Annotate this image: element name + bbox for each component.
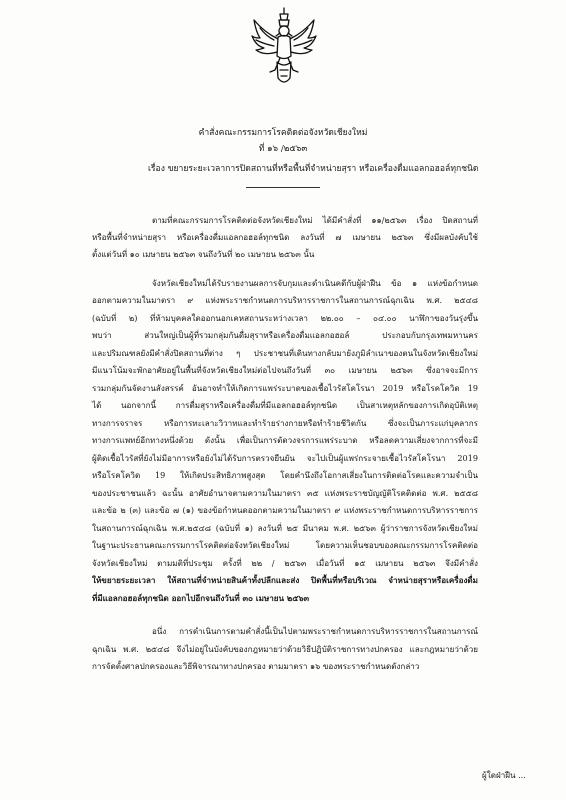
paragraph2-line: ผู้ติดเชื้อไวรัสที่ยังไม่มีอาการหรือยังไม่ได้รับการตรวจยืนยัน จะไปเป็นผู้แพร่กระจายเชื้อไวรัสโคโรนา 2019 [92, 453, 478, 463]
paragraph2-line-bold: ให้ขยายระยะเวลา ให้สถานที่จำหน่ายสินค้าทั้งปลีกและส่ง ปิดพื้นที่หรือบริเวณ จำหน่ายสุราหรือเครื่องดื่ม [92, 575, 478, 585]
paragraph3-line: อนึ่ง การดำเนินการตามคำสั่งนี้เป็นไปตามพระราชกำหนดการบริหารราชการในสถานการณ์ [152, 626, 478, 636]
paragraph3-line: การจัดตั้งศาลปกครองและวิธีพิจารณาทางปกครอง ตามมาตรา ๑๖ ของพระราชกำหนดดังกล่าว [92, 661, 420, 671]
paragraph2-line: และข้อ ๒ (๓) และข้อ ๗ (๑) ของข้อกำหนดออกตามความในมาตรา ๙ แห่งพระราชกำหนดการบริหารราชการ [92, 505, 478, 515]
paragraph1-line: ตั้งแต่วันที่ ๑๐ เมษายน ๒๕๖๓ จนถึงวันที่ ๒๐ เมษายน ๒๕๖๓ นั้น [92, 249, 315, 259]
paragraph2-line: ได้ นอกจากนี้ การดื่มสุราหรือเครื่องดื่มที่มีแอลกอฮอล์ทุกชนิด เป็นสาเหตุหลักของการเกิดอุบัติเหตุ [92, 400, 478, 410]
paragraph2-line: ในสถานการณ์ฉุกเฉิน พ.ศ.๒๕๔๘ (ฉบับที่ ๑) ลงวันที่ ๒๕ มีนาคม พ.ศ. ๒๕๖๓ ผู้ว่าราชการจังหวัดเชียงใหม่ [92, 523, 478, 533]
paragraph2-line: ของประชาชนแล้ว ฉะนั้น อาศัยอำนาจตามความในมาตรา ๓๕ แห่งพระราชบัญญัติโรคติดต่อ พ.ศ. ๒๕๕๘ [92, 488, 478, 498]
order-subject: เรื่อง ขยายระยะเวลาการปิดสถานที่หรือพื้นที่จำหน่ายสุรา หรือเครื่องดื่มแอลกอฮอล์ทุกชนิด [148, 164, 479, 174]
paragraph2-line: (ฉบับที่ ๒) ที่ห้ามบุคคลใดออกนอกเคหสถานระหว่างเวลา ๒๒.๐๐ – ๐๔.๐๐ นาฬิกาของวันรุ่งขึ้น [92, 313, 478, 323]
paragraph2-line: ในฐานะประธานคณะกรรมการโรคติดต่อจังหวัดเชียงใหม่ โดยความเห็นชอบของคณะกรรมการโรคติดต่อ [92, 540, 478, 550]
paragraph2-line: หรือโรคโควิด 19 ให้เกิดประสิทธิภาพสูงสุด โดยคำนึงถึงโอกาสเสี่ยงในการติดต่อโรคและความจำเป็น [92, 470, 478, 480]
garuda-emblem-icon [250, 6, 318, 88]
paragraph2-line: ทางการแพทย์อีกทางหนึ่งด้วย ดังนั้น เพื่อเป็นการตัดวงจรการแพร่ระบาด หรือลดความเสี่ยงจากการที่จะมี [92, 435, 478, 445]
paragraph2-line: มีแนวโน้มจะพักอาศัยอยู่ในพื้นที่จังหวัดเชียงใหม่ต่อไปจนถึงวันที่ ๓๐ เมษายน ๒๕๖๓ ซึ่งอาจจะมีการ [92, 365, 478, 375]
paragraph3-line: ฉุกเฉิน พ.ศ. ๒๕๔๘ จึงไม่อยู่ในบังคับของกฎหมายว่าด้วยวิธีปฏิบัติราชการทางปกครอง และกฎหมายว่าด้วย [92, 644, 478, 654]
divider-line [246, 187, 320, 188]
order-title: คำสั่งคณะกรรมการโรคติดต่อจังหวัดเชียงใหม่ [198, 128, 368, 138]
paragraph2-line: รวมกลุ่มกันจัดงานสังสรรค์ อันอาจทำให้เกิดการแพร่ระบาดของเชื้อไวรัสโคโรนา 2019 หรือโรคโควิด 19 [92, 383, 478, 393]
paragraph2-line-bold: ที่มีแอลกอฮอล์ทุกชนิด ออกไปอีกจนถึงวันที่ ๓๐ เมษายน ๒๕๖๓ [92, 593, 310, 603]
paragraph1-line: หรือพื้นที่จำหน่ายสุรา หรือเครื่องดื่มแอลกอฮอล์ทุกชนิด ลงวันที่ ๗ เมษายน ๒๕๖๓ ซึ่งมีผลบังคับใช้ [92, 232, 478, 242]
paragraph2-line: พบว่า ส่วนใหญ่เป็นผู้ที่รวมกลุ่มกันดื่มสุราหรือเครื่องดื่มแอลกอฮอล์ ประกอบกับกรุงเทพมหานคร [92, 330, 478, 340]
paragraph1-line: ตามที่คณะกรรมการโรคติดต่อจังหวัดเชียงใหม่ ได้มีคำสั่งที่ ๑๑/๒๕๖๓ เรื่อง ปิดสถานที่ [152, 215, 478, 225]
paragraph2-line: และปริมณฑลยังมีคำสั่งปิดสถานที่ต่าง ๆ ประชาชนที่เดินทางกลับมายังภูมิลำเนาของตนในจังหวัดเชียงใหม่ [92, 348, 478, 358]
paragraph2-line: จังหวัดเชียงใหม่ ตามมติที่ประชุม ครั้งที่ ๒๒ / ๒๕๖๓ เมื่อวันที่ ๑๕ เมษายน ๒๕๖๓ จึงมีคำสั่ง [92, 558, 478, 568]
continuation-text: ผู้ใดฝ่าฝืน ... [482, 770, 526, 780]
paragraph2-line: ทางการจราจร หรือการทะเลาะวิวาทและทำร้ายร่างกายหรือทำร้ายชีวิตกัน ซึ่งจะเป็นภาระแก่บุคลากร [92, 418, 478, 428]
paragraph2-line: ออกตามความในมาตรา ๙ แห่งพระราชกำหนดการบริหารราชการในสถานการณ์ฉุกเฉิน พ.ศ. ๒๕๔๘ [92, 295, 478, 305]
paragraph2-line: จังหวัดเชียงใหม่ได้รับรายงานผลการจับกุมและดำเนินคดีกับผู้ฝ่าฝืน ข้อ ๑ แห่งข้อกำหนด [152, 278, 478, 288]
order-number: ที่ ๑๖ /๒๕๖๓ [258, 144, 308, 154]
